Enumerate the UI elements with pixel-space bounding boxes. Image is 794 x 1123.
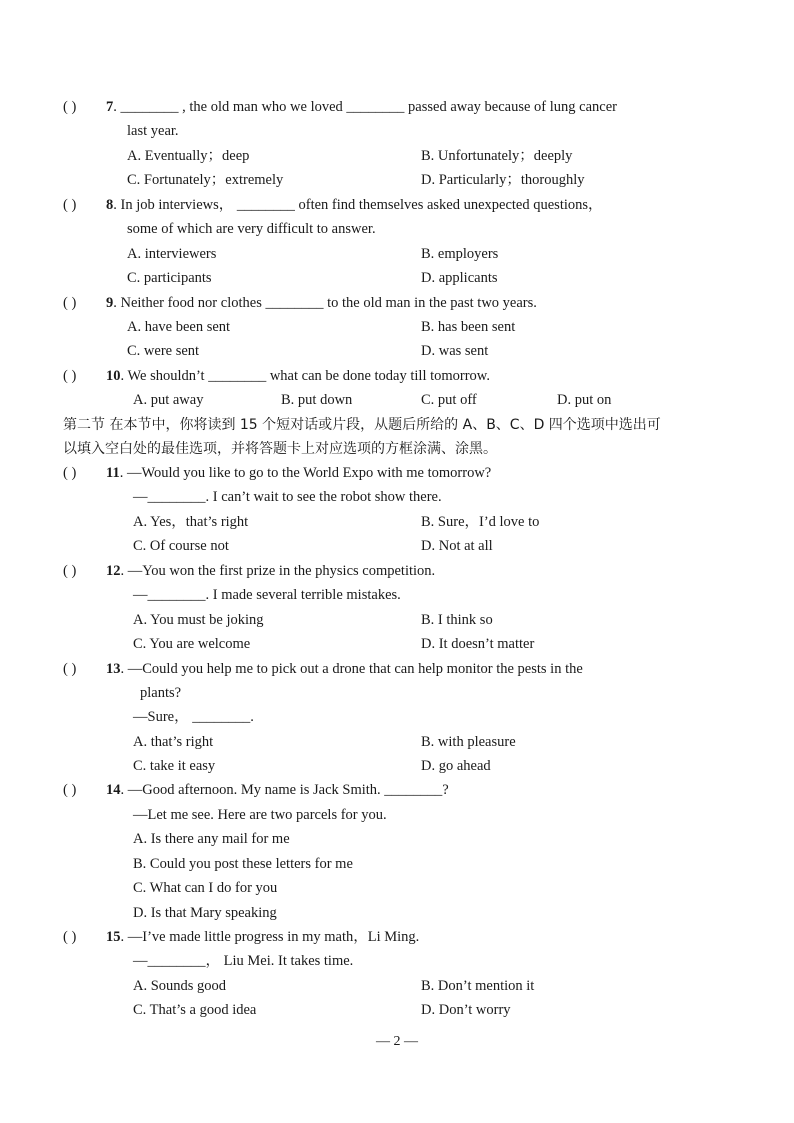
- answer-paren: ( ): [63, 465, 77, 481]
- question-number: 10: [106, 368, 121, 384]
- option-b: B. has been sent: [421, 319, 516, 335]
- question-number: 11: [106, 465, 120, 481]
- question-stem-cont: —Sure， ________.: [133, 709, 254, 725]
- question-stem-cont: some of which are very difficult to answer.: [127, 221, 376, 237]
- question-text: . —Good afternoon. My name is Jack Smith. ________?: [120, 782, 449, 798]
- question-number: 14: [106, 782, 121, 798]
- answer-paren: ( ): [63, 782, 77, 798]
- option-a: A. You must be joking: [133, 612, 264, 628]
- option-d: D. go ahead: [421, 758, 491, 774]
- option-c: C. Of course not: [133, 538, 229, 554]
- option-d: D. Particularly；thoroughly: [421, 172, 585, 188]
- question-text: . Neither food nor clothes ________ to the old man in the past two years.: [113, 295, 537, 311]
- question-stem: [106, 781, 449, 799]
- answer-paren: ( ): [63, 368, 77, 384]
- option-c: C. Fortunately；extremely: [127, 172, 284, 188]
- question-text: . —Could you help me to pick out a drone that can help monitor the pests in the: [120, 661, 583, 677]
- question-stem: [106, 660, 583, 678]
- question-stem: [106, 562, 435, 580]
- question-number: 8: [106, 197, 114, 213]
- option-b: B. with pleasure: [421, 734, 516, 750]
- section-instruction: 以填入空白处的最佳选项，并将答题卡上对应选项的方框涂满、涂黑。: [63, 441, 497, 457]
- option-b: B. Sure，I’d love to: [421, 514, 540, 530]
- question-stem-cont: —Let me see. Here are two parcels for you.: [133, 807, 387, 823]
- question-text: . ________ , the old man who we loved ________ passed away because of lung cancer: [113, 99, 617, 115]
- option-a: A. put away: [133, 392, 204, 408]
- question-stem-cont: —________. I made several terrible mistakes.: [133, 587, 401, 603]
- answer-paren: ( ): [63, 563, 77, 579]
- page-number: — 2 —: [376, 1034, 418, 1049]
- option-a: A. Yes，that’s right: [133, 514, 249, 530]
- option-b: B. employers: [421, 246, 499, 262]
- question-stem: [106, 196, 603, 214]
- option-b: B. put down: [281, 392, 353, 408]
- question-stem-cont: —________. I can’t wait to see the robot show there.: [133, 489, 442, 505]
- option-a: A. Is there any mail for me: [133, 831, 290, 847]
- question-text: . We shouldn’t ________ what can be done today till tomorrow.: [120, 368, 490, 384]
- option-b: B. Unfortunately；deeply: [421, 148, 573, 164]
- option-a: A. interviewers: [127, 246, 217, 262]
- option-d: D. Not at all: [421, 538, 493, 554]
- question-number: 12: [106, 563, 121, 579]
- option-c: C. That’s a good idea: [133, 1002, 257, 1018]
- option-c: C. What can I do for you: [133, 880, 278, 896]
- question-stem-cont: last year.: [127, 123, 179, 139]
- option-d: D. Don’t worry: [421, 1002, 511, 1018]
- question-text: . In job interviews， ________ often find themselves asked unexpected questions，: [113, 197, 603, 213]
- option-a: A. Sounds good: [133, 978, 227, 994]
- option-d: D. was sent: [421, 343, 489, 359]
- question-text: . —You won the first prize in the physics competition.: [120, 563, 436, 579]
- option-b: B. Could you post these letters for me: [133, 856, 353, 872]
- question-stem-cont: —________， Liu Mei. It takes time.: [133, 953, 354, 969]
- answer-paren: ( ): [63, 661, 77, 677]
- answer-paren: ( ): [63, 295, 77, 311]
- option-a: A. Eventually；deep: [127, 148, 250, 164]
- option-b: B. I think so: [421, 612, 493, 628]
- question-stem: [106, 98, 617, 116]
- question-stem-cont: plants?: [140, 685, 182, 701]
- answer-paren: ( ): [63, 99, 77, 115]
- option-c: C. participants: [127, 270, 212, 286]
- question-number: 9: [106, 295, 114, 311]
- question-number: 15: [106, 929, 121, 945]
- option-a: A. that’s right: [133, 734, 214, 750]
- answer-paren: ( ): [63, 929, 77, 945]
- question-text: . —Would you like to go to the World Expo with me tomorrow?: [119, 465, 492, 481]
- option-d: D. put on: [557, 392, 612, 408]
- option-c: C. were sent: [127, 343, 200, 359]
- option-c: C. put off: [421, 392, 477, 408]
- question-number: 13: [106, 661, 121, 677]
- option-d: D. It doesn’t matter: [421, 636, 535, 652]
- question-stem: [106, 928, 419, 946]
- question-stem: [106, 294, 537, 312]
- question-stem: [106, 367, 490, 385]
- question-text: . —I’ve made little progress in my math，Li Ming.: [120, 929, 420, 945]
- option-d: D. applicants: [421, 270, 498, 286]
- option-c: C. You are welcome: [133, 636, 251, 652]
- option-c: C. take it easy: [133, 758, 216, 774]
- option-a: A. have been sent: [127, 319, 231, 335]
- option-d: D. Is that Mary speaking: [133, 905, 277, 921]
- question-number: 7: [106, 99, 114, 115]
- section-instruction: 第二节 在本节中，你将读到 15 个短对话或片段，从题后所给的 A、B、C、D 四个选项中选出可: [63, 417, 661, 433]
- answer-paren: ( ): [63, 197, 77, 213]
- question-stem: [106, 464, 491, 482]
- option-b: B. Don’t mention it: [421, 978, 535, 994]
